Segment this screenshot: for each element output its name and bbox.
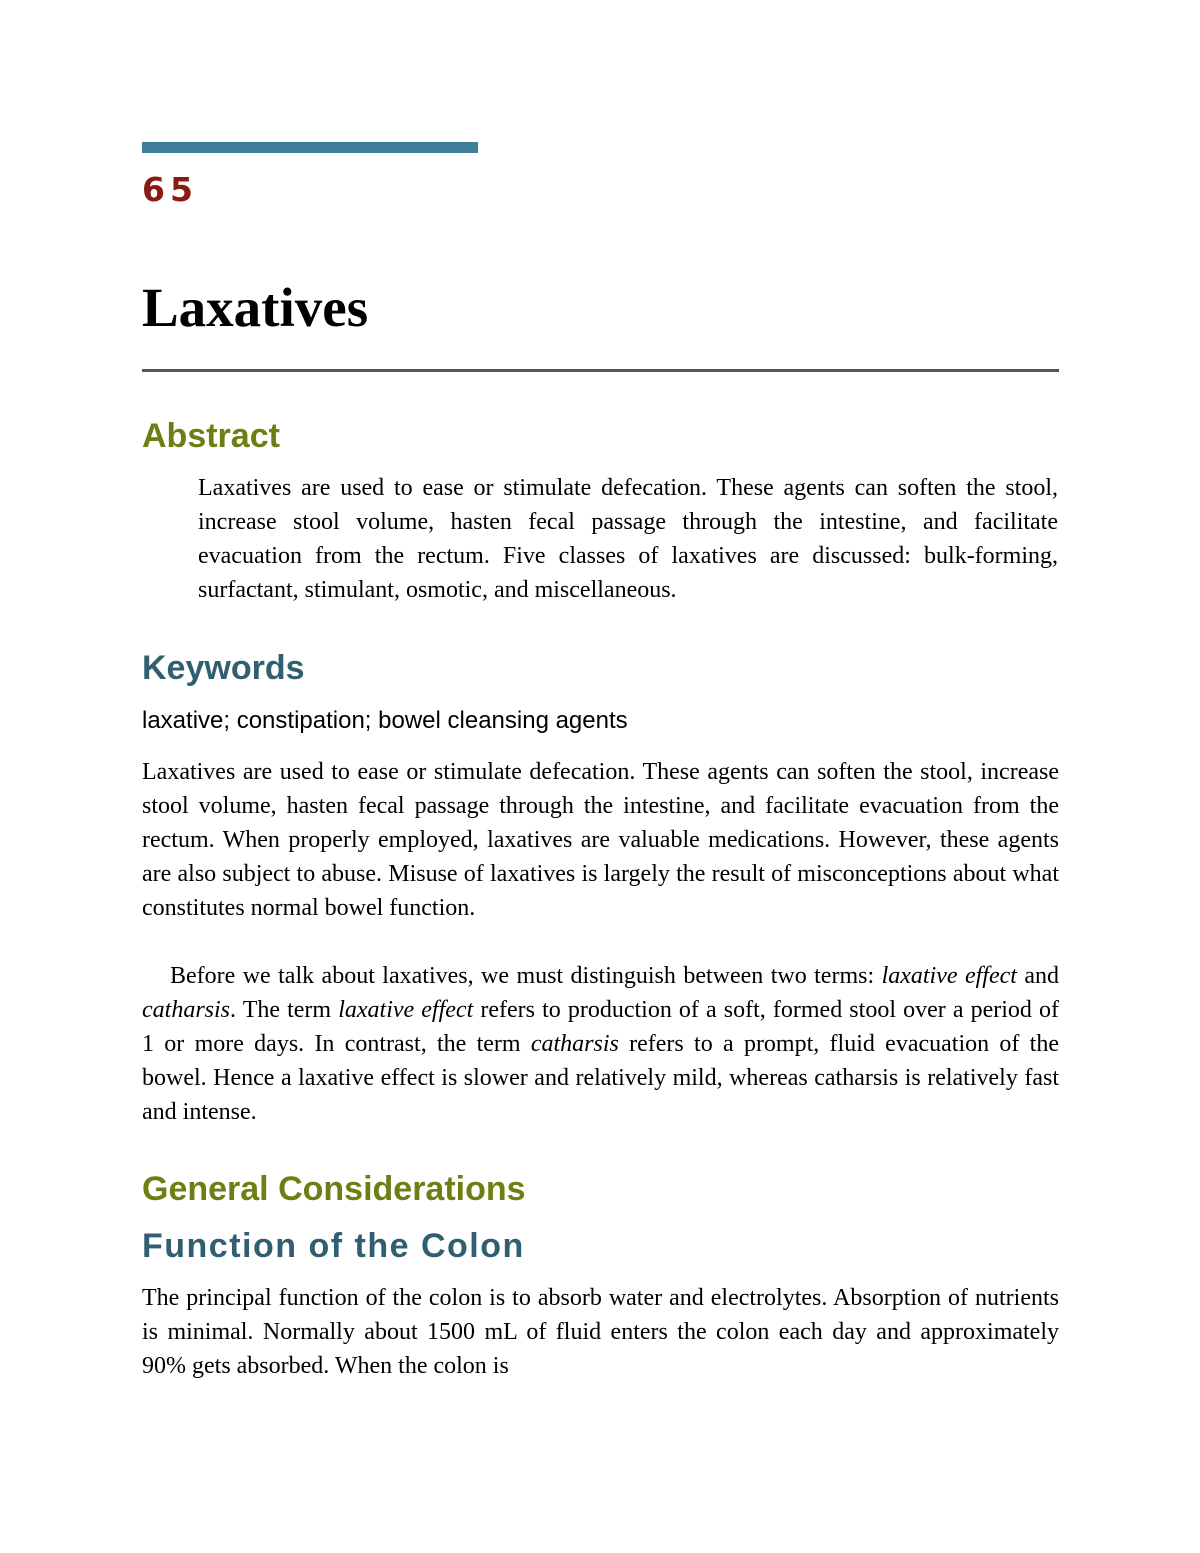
text-run: refers to a prompt, fluid evacuation of the bowel. Hence a laxative effect is slower and relatively mild, whereas catharsis is relatively fast and intense. bbox=[142, 1031, 1059, 1125]
chapter-accent-bar bbox=[142, 142, 478, 153]
text-run: and bbox=[1016, 963, 1060, 989]
text-run: Before we talk about laxatives, we must distinguish between two terms: bbox=[170, 963, 882, 989]
text-run: refers to production of a soft, formed stool over a period of 1 or more days. In contrast, the term bbox=[142, 997, 1060, 1057]
function-of-colon-heading: Function of the Colon bbox=[142, 1227, 525, 1265]
general-considerations-heading: General Considerations bbox=[142, 1170, 526, 1208]
term-catharsis: catharsis bbox=[530, 1031, 619, 1057]
term-catharsis: catharsis bbox=[142, 997, 231, 1023]
chapter-number: 65 bbox=[142, 170, 198, 209]
text-run: . The term bbox=[230, 997, 339, 1023]
abstract-text: Laxatives are used to ease or stimulate defecation. These agents can soften the stool, increase stool volume, hasten fecal passage through the intestine, and facilitate evacuation from the rectum. Five classes of laxatives are discussed: bulk-forming, surfactant, stimulant, osmotic, and miscellaneous. bbox=[198, 475, 1058, 603]
term-laxative-effect: laxative effect bbox=[338, 997, 474, 1023]
intro-paragraph-2 bbox=[142, 959, 1059, 1129]
chapter-title: Laxatives bbox=[142, 277, 369, 338]
keywords-text: laxative; constipation; bowel cleansing agents bbox=[142, 707, 628, 734]
term-laxative-effect: laxative effect bbox=[881, 963, 1017, 989]
abstract-heading: Abstract bbox=[142, 417, 280, 455]
title-divider bbox=[142, 369, 1059, 372]
colon-function-paragraph: The principal function of the colon is to absorb water and electrolytes. Absorption of nutrients is minimal. Normally about 1500 mL of fluid enters the colon each day and approximately 90% gets absorbed. When the colon is bbox=[142, 1285, 1059, 1379]
intro-paragraph-1: Laxatives are used to ease or stimulate defecation. These agents can soften the stool, increase stool volume, hasten fecal passage through the intestine, and facilitate evacuation from the rectum. When properly employed, laxatives are valuable medications. However, these agents are also subject to abuse. Misuse of laxatives is largely the result of misconceptions about what constitutes normal bowel function. bbox=[142, 759, 1059, 921]
keywords-heading: Keywords bbox=[142, 649, 305, 687]
